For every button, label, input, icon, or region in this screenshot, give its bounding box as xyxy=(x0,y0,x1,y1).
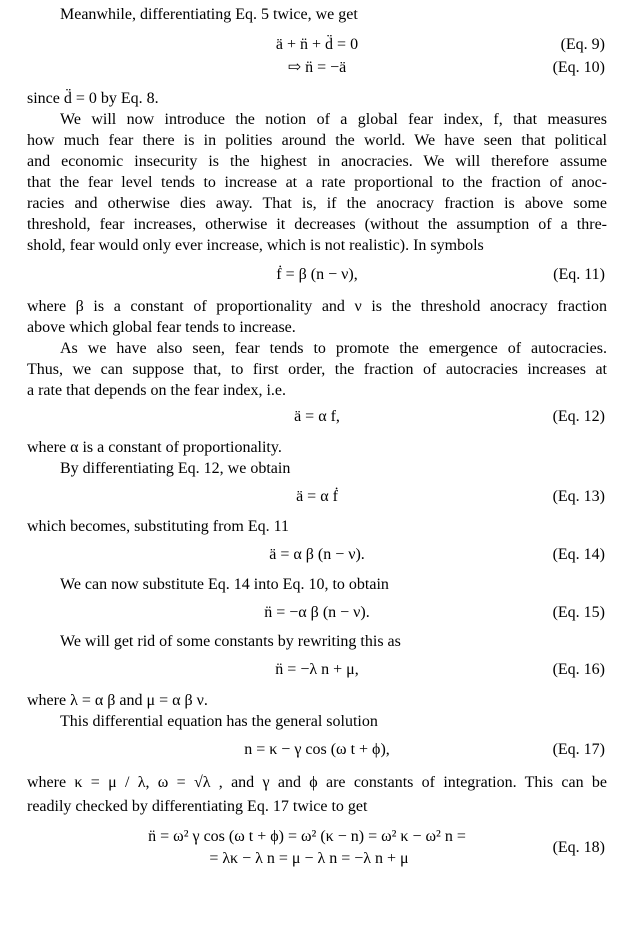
equation-number: (Eq. 18) xyxy=(552,839,605,856)
equation-formula: ⇨ n̈ = −ä xyxy=(287,59,347,76)
equation-formula-line-2: = λκ − λ n = μ − λ n = −λ n + μ xyxy=(209,850,409,867)
text-line: where κ = μ / λ, ω = √λ , and γ and ϕ are constants of integration. This can be xyxy=(27,774,607,791)
equation-formula: n̈ = −λ n + μ, xyxy=(275,661,359,678)
text-line: where α is a constant of proportionality. xyxy=(27,439,282,456)
text-line: since d̈ = 0 by Eq. 8. xyxy=(27,90,159,107)
text-line: which becomes, substituting from Eq. 11 xyxy=(27,518,290,535)
equation-11 xyxy=(27,264,607,286)
equation-number: (Eq. 16) xyxy=(552,661,605,678)
text-line: Thus, we can suppose that, to first order, the fraction of autocracies increases at xyxy=(27,361,607,378)
equation-formula: ä = α β (n − ν). xyxy=(269,546,365,563)
text-line: threshold, fear increases, otherwise it decreases (without the assumption of a thre- xyxy=(27,216,607,233)
equation-formula-line-1: n̈ = ω² γ cos (ω t + ϕ) = ω² (κ − n) = ω² κ − ω² n = xyxy=(148,828,466,845)
text-line: shold, fear would only ever increase, which is not realistic). In symbols xyxy=(27,237,484,254)
text-line: Meanwhile, differentiating Eq. 5 twice, we get xyxy=(60,6,358,23)
text-line: We will get rid of some constants by rewriting this as xyxy=(60,633,401,650)
equation-13 xyxy=(27,486,607,508)
text-line: readily checked by differentiating Eq. 17 twice to get xyxy=(27,798,368,815)
equation-10 xyxy=(27,57,607,79)
equation-18 xyxy=(27,826,607,870)
equation-number: (Eq. 13) xyxy=(552,488,605,505)
equation-number: (Eq. 12) xyxy=(552,408,605,425)
text-line: how much fear there is in polities around the world. We have seen that political xyxy=(27,132,607,149)
text-line: and economic insecurity is the highest in anocracies. We will therefore assume xyxy=(27,153,607,170)
equation-number: (Eq. 14) xyxy=(552,546,605,563)
equation-number: (Eq. 11) xyxy=(553,266,605,283)
text-line: We will now introduce the notion of a global fear index, f, that measures xyxy=(60,111,607,128)
equation-formula: ä + n̈ + d̈ = 0 xyxy=(275,36,359,53)
equation-14 xyxy=(27,544,607,566)
equation-number: (Eq. 9) xyxy=(560,36,605,53)
text-line: where β is a constant of proportionality and ν is the threshold anocracy fraction xyxy=(27,298,607,315)
text-line: above which global fear tends to increase. xyxy=(27,319,296,336)
equation-number: (Eq. 17) xyxy=(552,741,605,758)
text-line: that the fear level tends to increase at a rate proportional to the fraction of anoc- xyxy=(27,174,607,191)
equation-formula: ä = α f, xyxy=(294,408,340,425)
equation-number: (Eq. 10) xyxy=(552,59,605,76)
text-line: By differentiating Eq. 12, we obtain xyxy=(60,460,291,477)
text-line: where λ = α β and μ = α β ν. xyxy=(27,692,208,709)
equation-9 xyxy=(27,34,607,56)
equation-formula: n = κ − γ cos (ω t + ϕ), xyxy=(244,741,390,758)
equation-15 xyxy=(27,602,607,624)
text-line: a rate that depends on the fear index, i.e. xyxy=(27,382,286,399)
text-line: racies and otherwise dies away. That is, if the anocracy fraction is above some xyxy=(27,195,607,212)
text-line: This differential equation has the general solution xyxy=(60,713,378,730)
equation-16 xyxy=(27,659,607,681)
text-line: We can now substitute Eq. 14 into Eq. 10, to obtain xyxy=(60,576,389,593)
text-line: As we have also seen, fear tends to promote the emergence of autocracies. xyxy=(60,340,607,357)
equation-formula: ä = α ḟ xyxy=(296,488,338,505)
equation-formula: n̈ = −α β (n − ν). xyxy=(264,604,370,621)
equation-17 xyxy=(27,739,607,761)
equation-formula: ḟ = β (n − ν), xyxy=(276,266,358,283)
equation-12 xyxy=(27,406,607,428)
equation-number: (Eq. 15) xyxy=(552,604,605,621)
